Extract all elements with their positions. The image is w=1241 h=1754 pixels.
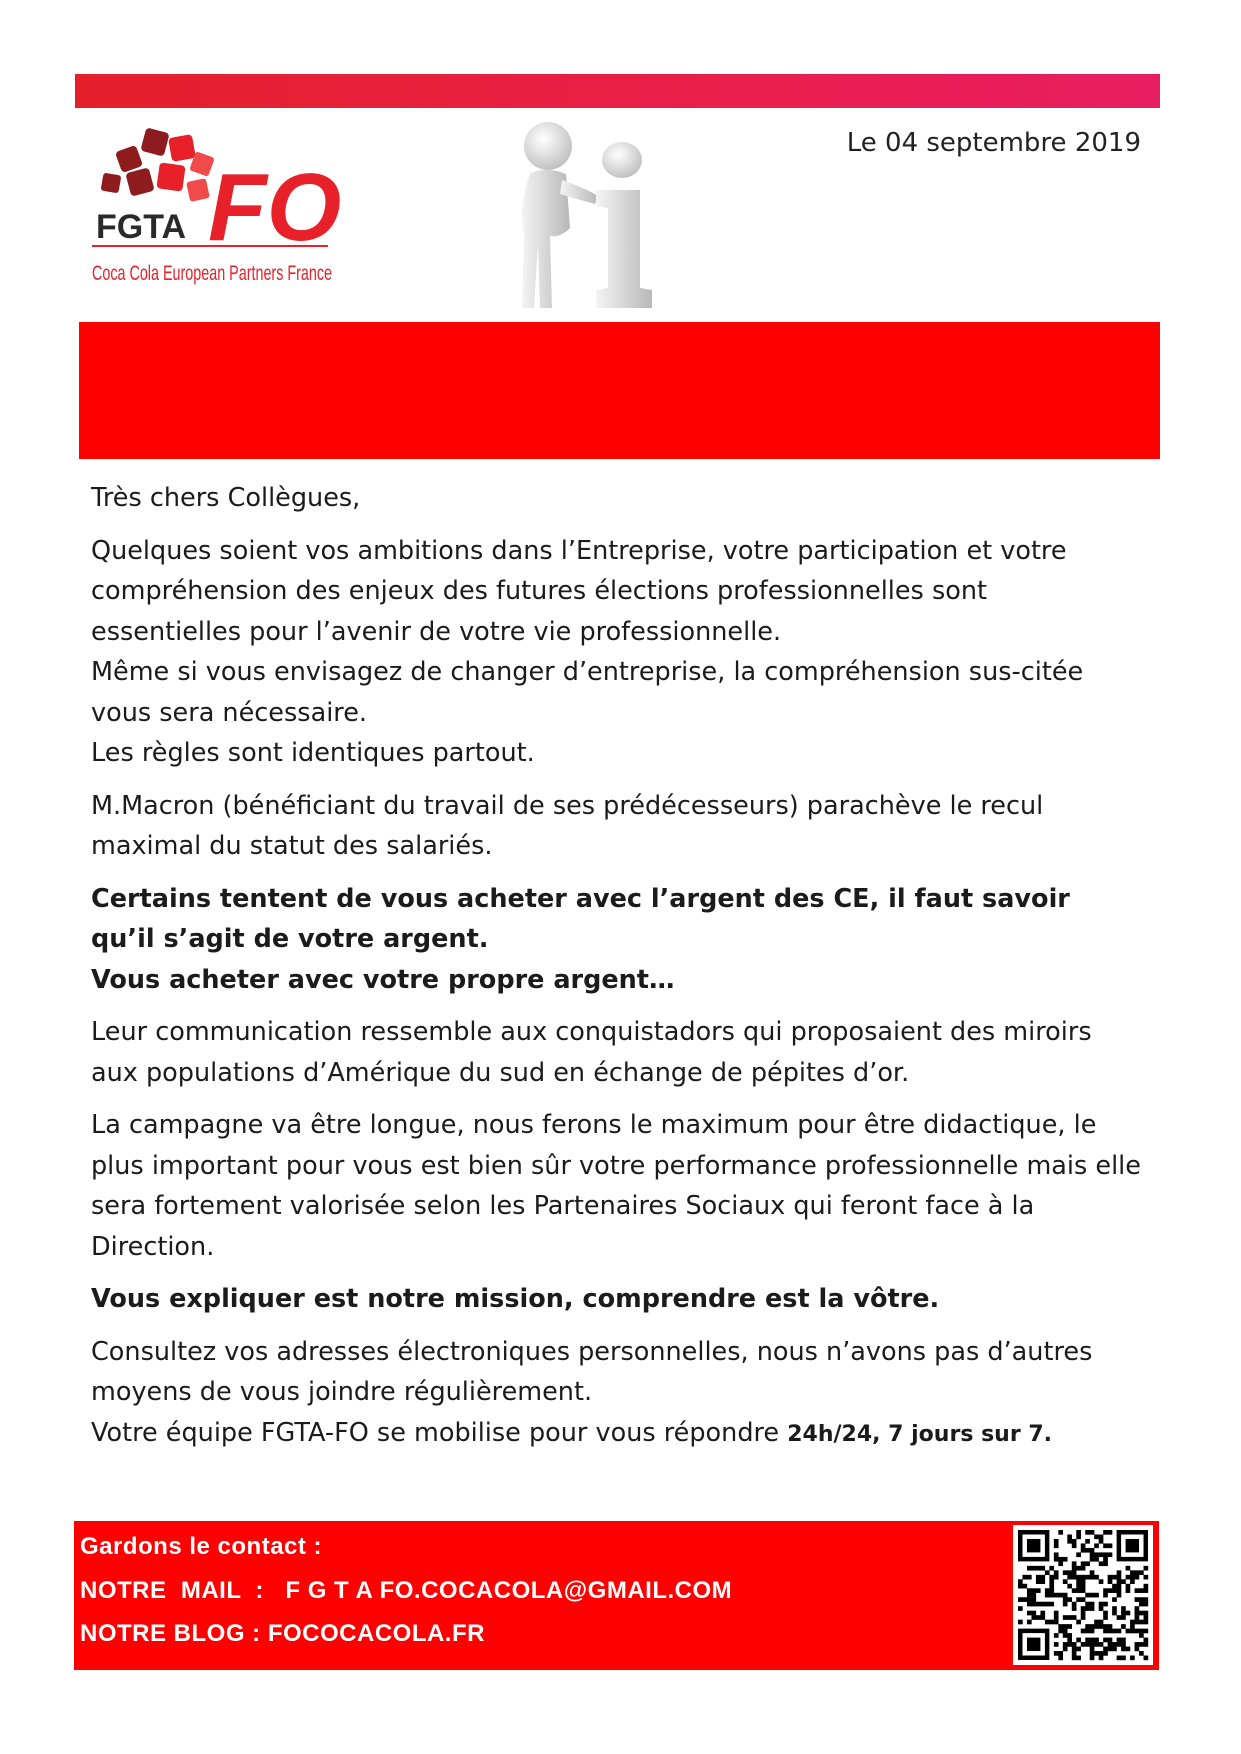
logo-subtitle: Coca Cola European Partners France: [92, 262, 332, 285]
bold-paragraph: Certains tentent de vous acheter avec l’argent des CE, il faut savoir qu’il s’agit de votre argent.: [91, 883, 1070, 954]
paragraph: [91, 1413, 1141, 1456]
letter-body: [91, 478, 1141, 1455]
paragraph: M.Macron (bénéficiant du travail de ses prédécesseurs) parachève le recul maximal du statut des salariés.: [91, 790, 1044, 861]
paragraph: Les règles sont identiques partout.: [91, 738, 535, 768]
paragraph: Quelques soient vos ambitions dans l’Entreprise, votre participation et votre compréhension des enjeux des futures élections professionnelles sont essentielles pour l’avenir de votre vie professionnelle.: [91, 535, 1067, 647]
red-header-band: [79, 322, 1160, 459]
person-info-icon: [500, 118, 660, 318]
bold-paragraph: Vous acheter avec votre propre argent…: [91, 964, 675, 995]
availability-text: Votre équipe FGTA-FO se mobilise pour vous répondre: [91, 1417, 788, 1448]
qr-code-icon[interactable]: [1013, 1525, 1153, 1665]
fgta-fo-logo: [88, 120, 388, 305]
footer-blog[interactable]: NOTRE BLOG : FOCOCACOLA.FR: [80, 1620, 485, 1647]
availability-hours: 24h/24, 7 jours sur 7.: [787, 1421, 1052, 1447]
paragraph: Consultez vos adresses électroniques personnelles, nous n’avons pas d’autres moyens de vous joindre régulièrement.: [91, 1336, 1093, 1407]
top-color-bar: [75, 74, 1160, 108]
fo-text: FO: [208, 154, 342, 261]
paragraph: Même si vous envisagez de changer d’entreprise, la compréhension sus-citée vous sera nécessaire.: [91, 657, 1084, 728]
bold-paragraph: Vous expliquer est notre mission, comprendre est la vôtre.: [91, 1284, 940, 1314]
footer-mail[interactable]: NOTRE MAIL : F G T A FO.COCACOLA@GMAIL.COM: [80, 1577, 733, 1604]
paragraph: Leur communication ressemble aux conquistadors qui proposaient des miroirs aux populations d’Amérique du sud en échange de pépites d’or.: [91, 1017, 1092, 1088]
greeting: Très chers Collègues,: [91, 483, 361, 513]
document-date: Le 04 septembre 2019: [846, 128, 1141, 158]
footer-heading: Gardons le contact :: [80, 1533, 323, 1560]
paragraph: La campagne va être longue, nous ferons le maximum pour être didactique, le plus important pour vous est bien sûr votre performance professionnelle mais elle sera fortement valorisée selon les Partenaires Sociaux qui feront face à la Direction.: [91, 1110, 1141, 1262]
contact-footer: [74, 1521, 1159, 1670]
fgta-text: FGTA: [96, 208, 187, 246]
